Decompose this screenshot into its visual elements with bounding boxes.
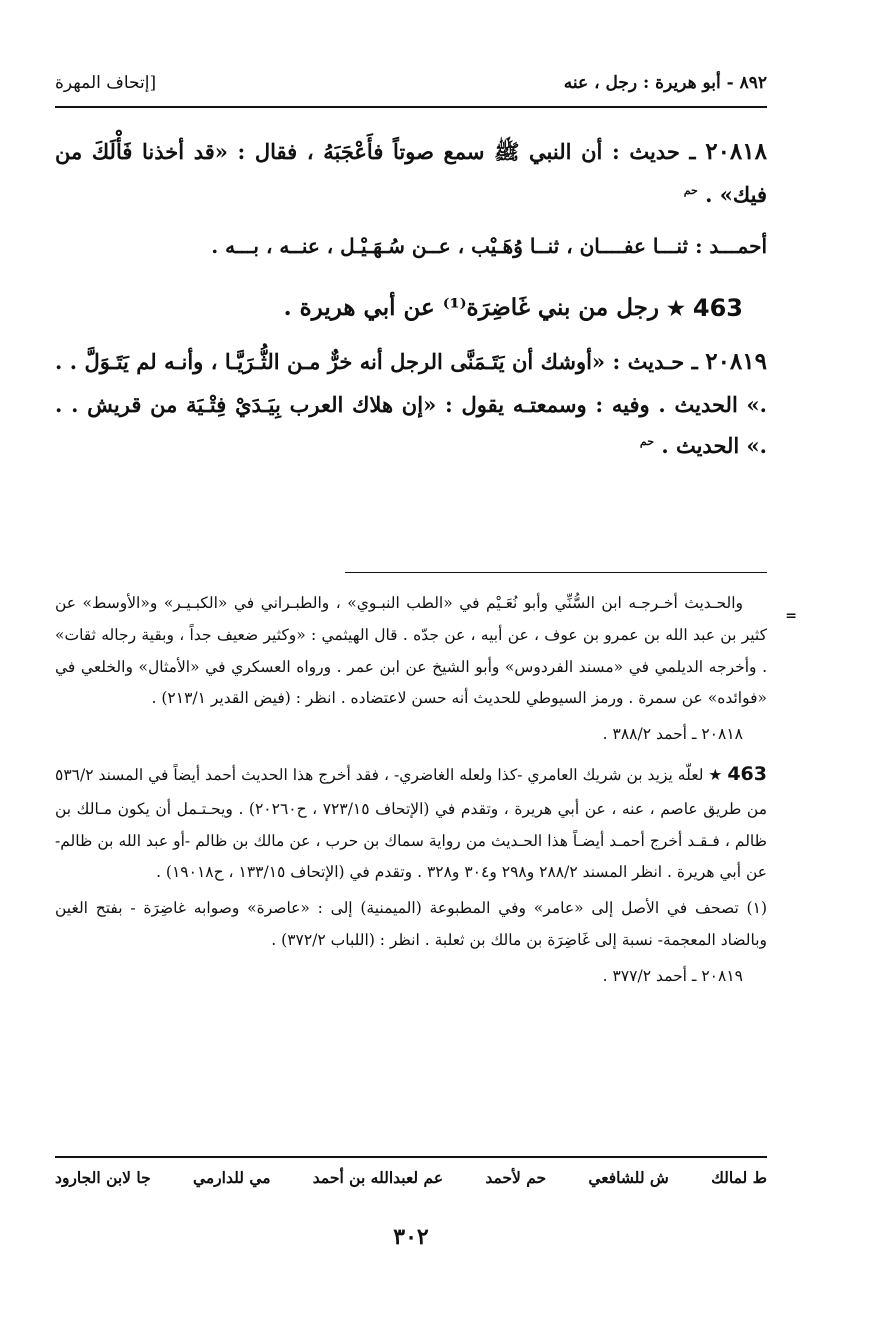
- abbreviation-legend: [55, 1168, 767, 1187]
- source-mark: حم: [683, 183, 698, 197]
- continuation-marker: =: [785, 608, 797, 624]
- isnad-chain: أحمـــد : ثنـــا عفــــان ، ثنــا وُهَـيْب ، عــن سُـهَـيْـل ، عنــه ، بـــه .: [211, 233, 767, 258]
- hadith-text: ـ حديث : أن النبي ﷺ سمع صوتاً فأَعْجَبَهُ ، فقال : «قد أخذنا فَأْلَكَ من فيك» .: [55, 139, 767, 207]
- note-continuation: والحـديث أخـرجـه ابن السُّنِّي وأبو نُعَـيْم في «الطب النبـوي» ، والطبـراني في «الكبـيـر» و«الأوسط» عن كثير بن عبد الله بن عمرو بن عوف ، عن أبيه ، عن جدّه . قال الهيثمي : «وكثير ضعيف جداً ، وبقية رجاله ثقات» . وأخرجه الديلمي في «مسند الفردوس» وأبو الشيخ عن ابن عمر . ورواه العسكري في «الأمثال» والخلعي في «فوائده» عن سمرة . ورمز السيوطي للحديث أنه حسن لاعتضاده . انظر : (فيض القدير ٢١٣/١) .: [55, 594, 767, 708]
- legend-item: ش للشافعي: [588, 1168, 669, 1187]
- legend-item: ط لمالك: [711, 1168, 767, 1187]
- header-divider: [55, 106, 767, 108]
- header-left-title: [إتحاف المهرة: [55, 73, 157, 93]
- footnote-1: (١) تصحف في الأصل إلى «عامر» وفي المطبوعة (الميمنية) إلى : «عاصرة» وصوابه غاضِرَة - بفتح الغين وبالضاد المعجمة- نسبة إلى غَاضِرَة بن مالك بن ثعلبة . انظر : (اللباب ٣٧٢/٢) .: [55, 899, 767, 949]
- hadith-number: ٢٠٨١٩: [705, 347, 767, 375]
- footnotes: [55, 588, 797, 992]
- ref-20818: ٢٠٨١٨ ـ أحمد ٣٨٨/٢ .: [602, 725, 743, 744]
- section-heading-463: [55, 294, 767, 322]
- section-number: 463: [692, 293, 743, 322]
- legend-item: جا لابن الجارود: [55, 1168, 151, 1187]
- note-number: 463: [727, 762, 767, 785]
- running-header: [55, 68, 767, 98]
- footnote-divider: [345, 572, 767, 573]
- source-mark: حم: [639, 434, 655, 448]
- section-title: رجل من بني غَاضِرَة⁽¹⁾ عن أبي هريرة .: [283, 294, 659, 322]
- legend-item: عم لعبدالله بن أحمد: [312, 1168, 444, 1187]
- note-text: لعلّه يزيد بن شريك العامري -كذا ولعله الغاضري- ، فقد أخرج هذا الحديث أحمد أيضاً في المسند ٥٣٦/٢ من طريق عاصم ، عنه ، عن أبي هريرة ، وتقدم في (الإتحاف ٧٢٣/١٥ ، ح٢٠٢٦٠) . ويحـتـمل أن يكون مـالك بن ظالم ، فـقـد أخرج أحمـد أيضـاً هذا الحـديث من رواية سماك بن حرب ، عن مالك بن ظالم -أو عبد الله بن ظالم- عن أبي هريرة . انظر المسند ٢٨٨/٢ و٢٩٨ و٣٠٤ و٣٢٨ . وتقدم في (الإتحاف ١٣٣/١٥ ، ح١٩٠١٨) .: [55, 765, 767, 882]
- note-463: [55, 755, 767, 889]
- legend-item: حم لأحمد: [485, 1168, 547, 1187]
- hadith-20819: [55, 340, 767, 467]
- hadith-text: ـ حـديث : «أوشك أن يَتَـمَنَّى الرجل أنه خرٌّ مـن الثُّـرَيَّـا ، وأنـه لم يَتَـوَلَّ . . .» الحديث . وفيه : وسمعتـه يقول : «إن هلاك العرب بِيَـدَيْ فِتْـيَة من قريش . . .» الحديث .: [55, 348, 767, 458]
- ref-20819: ٢٠٨١٩ ـ أحمد ٣٧٧/٢ .: [602, 966, 743, 985]
- page-number: ٣٠٢: [393, 1224, 429, 1250]
- book-page: [55, 60, 797, 1290]
- legend-divider: [55, 1156, 767, 1158]
- legend-item: مي للدارمي: [192, 1168, 271, 1187]
- main-text: [55, 130, 767, 467]
- hadith-20818: [55, 130, 767, 216]
- header-right-title: ٨٩٢ - أبو هريرة : رجل ، عنه: [563, 73, 767, 93]
- star-icon: ★: [666, 295, 685, 320]
- hadith-number: ٢٠٨١٨: [705, 138, 767, 165]
- star-icon: ★: [708, 765, 723, 784]
